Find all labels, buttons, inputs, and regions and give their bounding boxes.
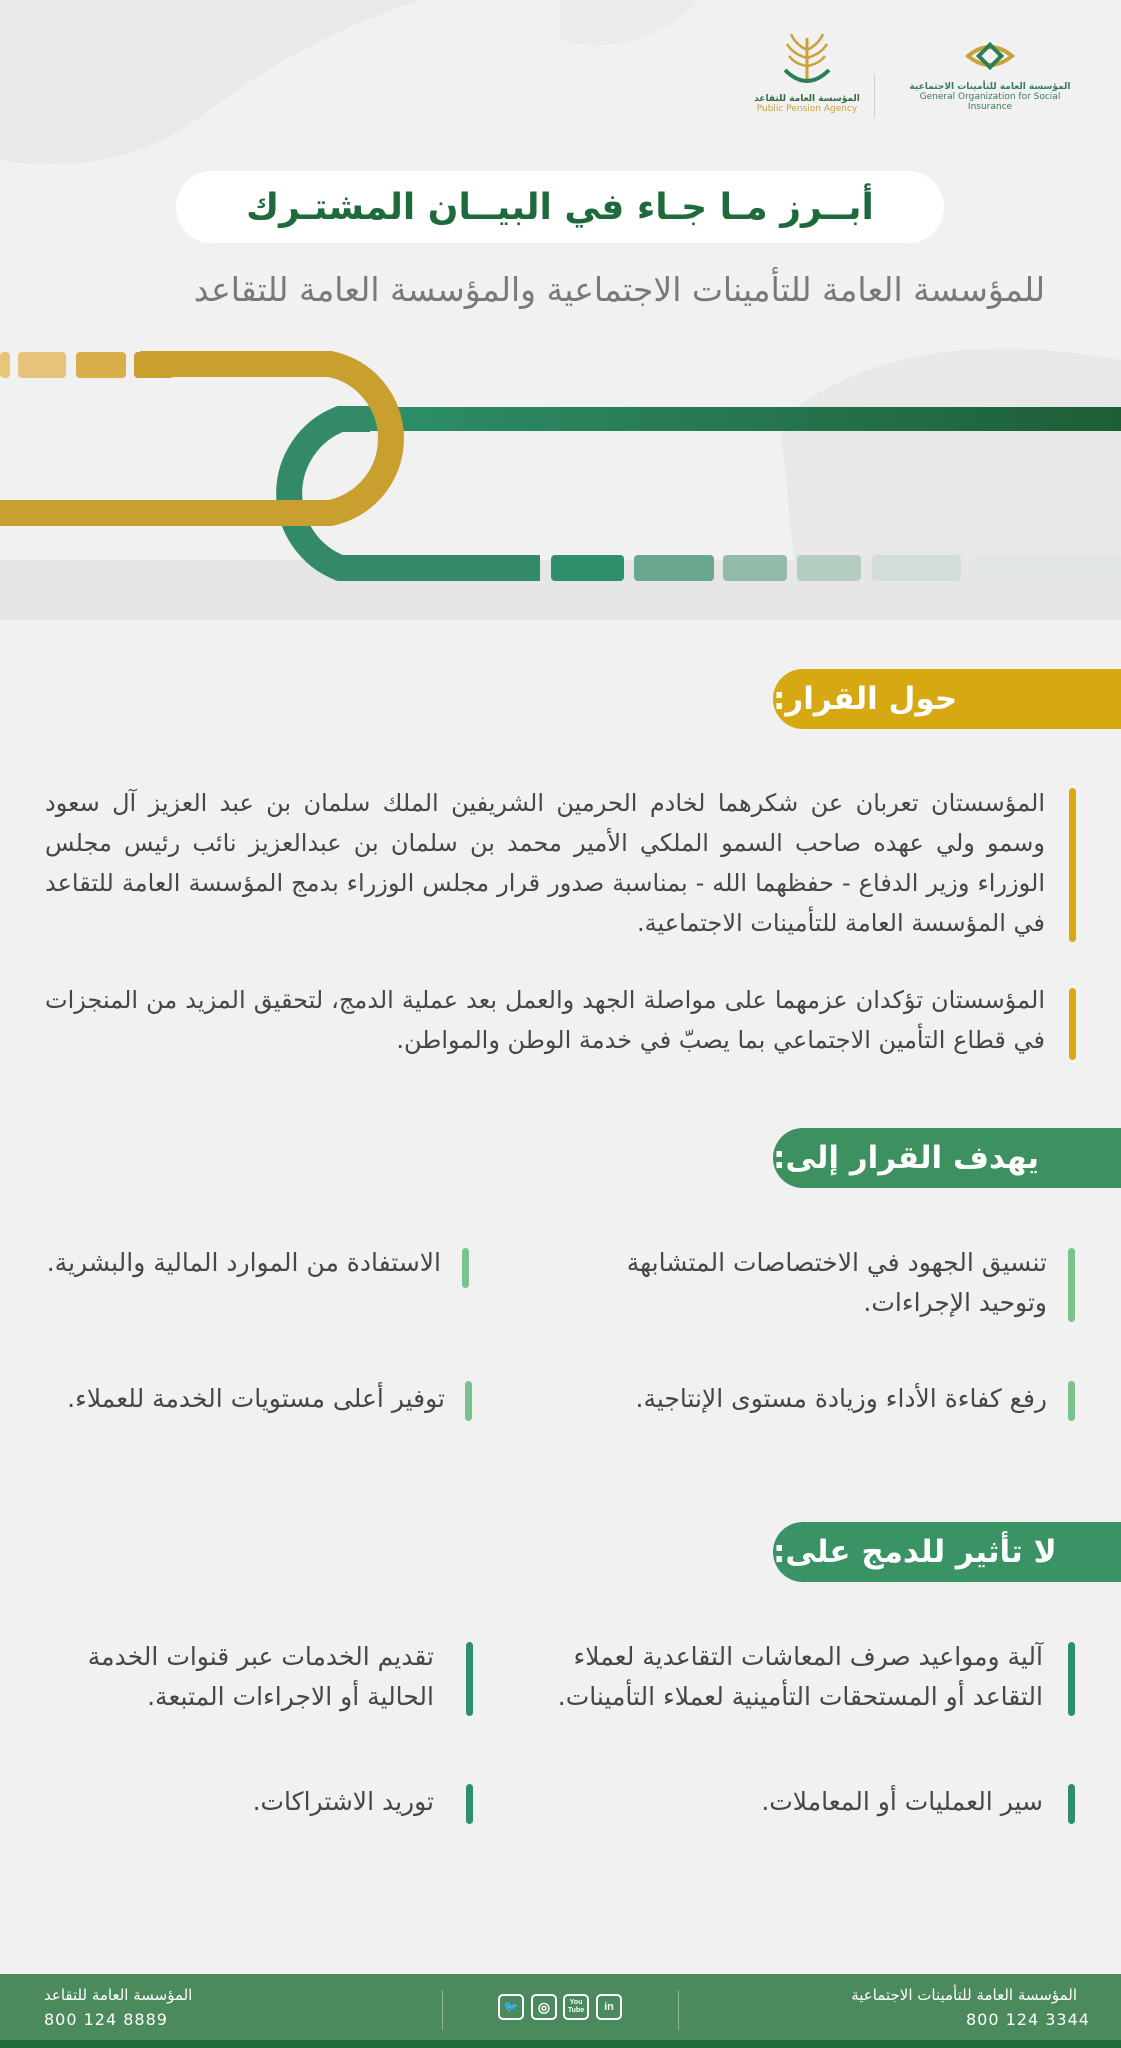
goal-item-2: الاستفادة من الموارد المالية والبشرية. [46, 1248, 441, 1277]
footer-ppa-name: المؤسسة العامة للتقاعد [44, 1986, 193, 2004]
no-impact-item-2: تقديم الخدمات عبر قنوات الخدمة الحالية أو الاجراءات المتبعة. [87, 1642, 434, 1711]
item-marker [462, 1248, 469, 1288]
gosi-emblem-icon [958, 34, 1022, 78]
footer-gosi-name: المؤسسة العامة للتأمينات الاجتماعية [851, 1986, 1077, 2004]
footer-ppa-phone[interactable]: 800 124 8889 [44, 2010, 168, 2029]
no-impact-item-1: آلية ومواعيد صرف المعاشات التقاعدية لعملاء التقاعد أو المستحقات التأمينية لعملاء التأمينات. [557, 1642, 1043, 1711]
section-heading-no-impact: لا تأثير للدمج على: [773, 1522, 1121, 1582]
no-impact-item-3: سير العمليات أو المعاملات. [761, 1787, 1043, 1816]
item-marker [1068, 1784, 1075, 1824]
item-marker [1068, 1381, 1075, 1421]
paragraph-marker [1069, 988, 1076, 1060]
footer-bottom-strip [0, 2040, 1121, 2048]
about-paragraph-2: المؤسستان تؤكدان عزمهما على مواصلة الجهد والعمل بعد عملية الدمج، لتحقيق المزيد من المنجزات في قطاع التأمين الاجتماعي بما يصبّ في خدمة الوطن والمواطن. [45, 986, 1045, 1054]
item-marker [466, 1642, 473, 1716]
linkedin-icon[interactable]: in [596, 1994, 622, 2020]
logo-divider [874, 74, 875, 118]
youtube-icon[interactable]: You Tube [563, 1994, 589, 2020]
footer-gosi-phone[interactable]: 800 124 3344 [966, 2010, 1090, 2029]
gosi-name-en: General Organization for Social Insurance [919, 92, 1061, 112]
section-heading-about: حول القرار: [773, 669, 1121, 729]
paragraph-marker [1069, 788, 1076, 942]
page-title: أبــرز مـا جـاء في البيــان المشتـرك [246, 186, 874, 228]
ppa-name-ar: المؤسسة العامة للتقاعد [754, 94, 860, 104]
ppa-name-en: Public Pension Agency [756, 104, 858, 114]
goal-item-1: تنسيق الجهود في الاختصاصات المتشابهة وتوحيد الإجراءات. [626, 1248, 1047, 1317]
ppa-logo [752, 30, 862, 114]
gosi-name-ar: المؤسسة العامة للتأمينات الاجتماعية [909, 82, 1071, 92]
goal-item-4: توفير أعلى مستويات الخدمة للعملاء. [67, 1384, 445, 1413]
title-pill [176, 171, 944, 243]
instagram-icon[interactable]: ◎ [531, 1994, 557, 2020]
item-marker [1068, 1248, 1075, 1322]
footer-divider [442, 1990, 443, 2030]
item-marker [465, 1381, 472, 1421]
gosi-logo [900, 34, 1080, 112]
decorative-loops [0, 340, 1121, 620]
about-paragraph-1: المؤسستان تعربان عن شكرهما لخادم الحرمين الشريفين الملك سلمان بن عبد العزيز آل سعود وسمو ولي عهده صاحب السمو الملكي الأمير محمد بن سلمان بن عبدالعزيز نائب رئيس مجلس الوزراء وزير الدفاع - حفظهما الله - بمناسبة صدور قرار مجلس الوزراء بدمج المؤسسة العامة للتقاعد في المؤسسة العامة للتأمينات الاجتماعية. [45, 789, 1045, 937]
item-marker [1068, 1642, 1075, 1716]
item-marker [466, 1784, 473, 1824]
footer-divider [678, 1990, 679, 2030]
page-subtitle: للمؤسسة العامة للتأمينات الاجتماعية والمؤسسة العامة للتقاعد [193, 270, 1045, 309]
section-heading-goals: يهدف القرار إلى: [773, 1128, 1121, 1188]
goal-item-3: رفع كفاءة الأداء وزيادة مستوى الإنتاجية. [635, 1384, 1047, 1413]
twitter-icon[interactable]: 🐦 [498, 1994, 524, 2020]
no-impact-item-4: توريد الاشتراكات. [252, 1787, 434, 1816]
ppa-palm-emblem-icon [777, 30, 837, 90]
